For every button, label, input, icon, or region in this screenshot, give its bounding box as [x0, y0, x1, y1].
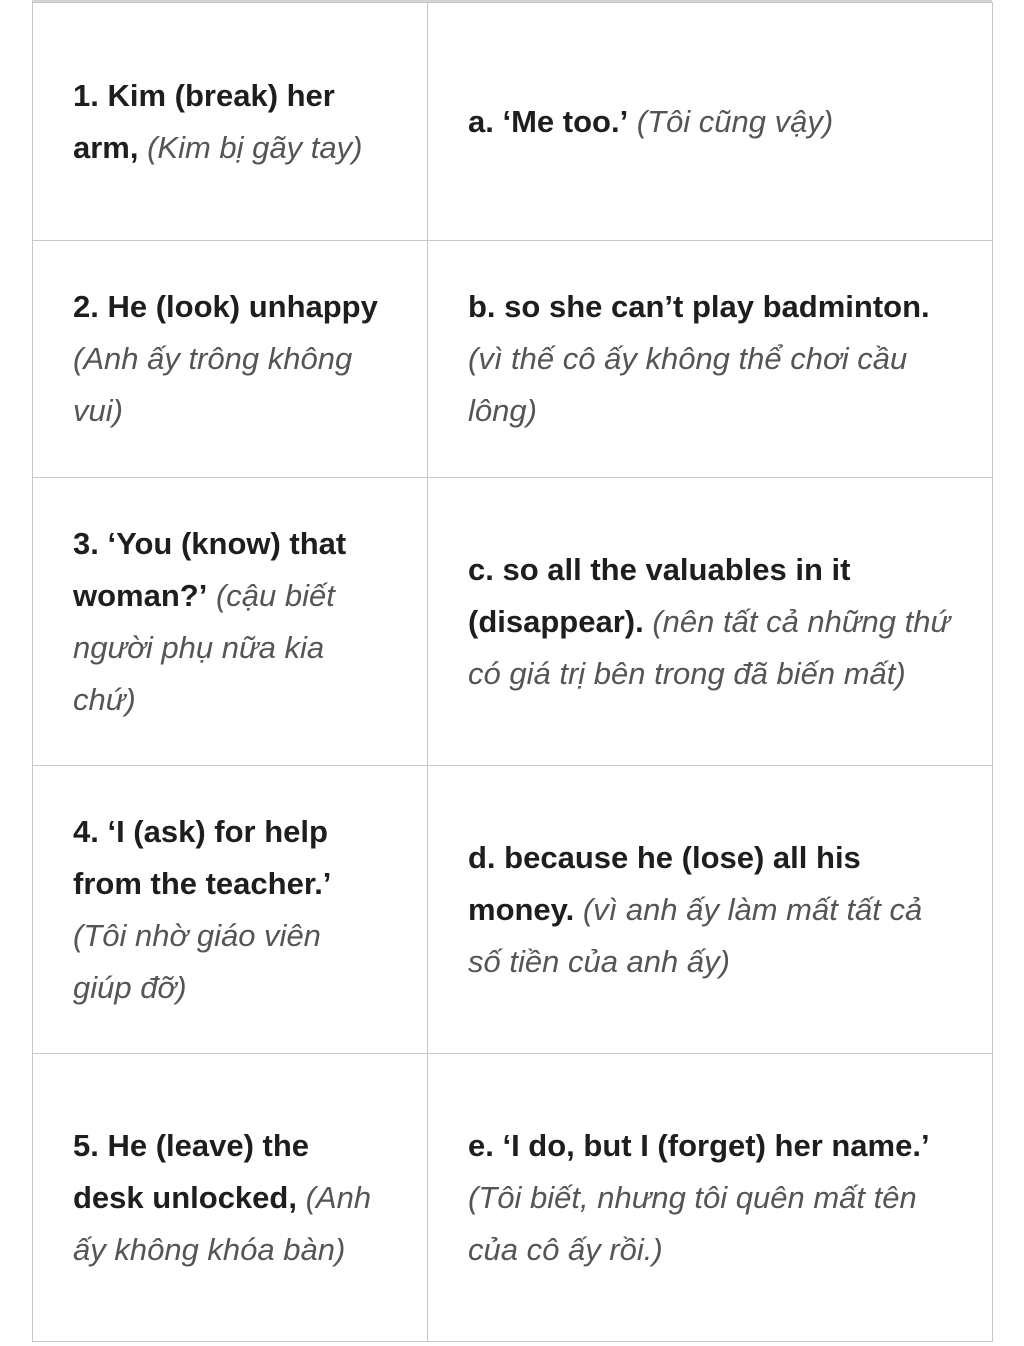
- sentence-start: 5. He (leave) the desk unlocked,: [73, 1127, 310, 1215]
- table-row: [33, 3, 993, 241]
- translation: (cậu biết người phụ nữa kia chứ): [73, 577, 335, 717]
- sentence-end: d. because he (lose) all his money.: [468, 839, 861, 927]
- sentence-start: 3. ‘You (know) that woman?’: [73, 525, 347, 613]
- translation: (Tôi cũng vậy): [628, 103, 834, 139]
- translation: (Anh ấy không khóa bàn): [73, 1179, 372, 1267]
- sentence-end: b. so she can’t play badminton.: [468, 289, 930, 324]
- translation: (Tôi nhờ giáo viên giúp đỡ): [73, 917, 321, 1005]
- translation: (nên tất cả những thứ có giá trị bên trong đã biến mất): [468, 603, 951, 691]
- right-cell: [428, 1054, 993, 1342]
- right-cell: [428, 478, 993, 766]
- sentence-start: 4. ‘I (ask) for help from the teacher.’: [73, 813, 332, 901]
- matching-table: [32, 2, 993, 1342]
- left-cell: [33, 1054, 428, 1342]
- left-cell: [33, 3, 428, 241]
- translation: (Tôi biết, nhưng tôi quên mất tên của cô ấy rồi.): [468, 1179, 917, 1267]
- right-cell: [428, 241, 993, 478]
- left-cell: [33, 766, 428, 1054]
- translation: (Kim bị gãy tay): [138, 129, 363, 165]
- translation: (vì anh ấy làm mất tất cả số tiền của anh ấy): [468, 891, 923, 979]
- table-row: [33, 766, 993, 1054]
- table-row: [33, 241, 993, 478]
- sentence-start: 1. Kim (break) her arm,: [73, 77, 335, 165]
- translation: (vì thế cô ấy không thể chơi cầu lông): [468, 341, 908, 428]
- sentence-end: a. ‘Me too.’: [468, 103, 629, 139]
- right-cell: [428, 3, 993, 241]
- left-cell: [33, 478, 428, 766]
- left-cell: [33, 241, 428, 478]
- matching-table-container: [32, 2, 992, 1342]
- translation: (Anh ấy trông không vui): [73, 341, 353, 428]
- table-row: [33, 1054, 993, 1342]
- sentence-start: 2. He (look) unhappy: [73, 289, 378, 324]
- table-row: [33, 478, 993, 766]
- sentence-end: c. so all the valuables in it (disappear).: [468, 551, 851, 639]
- right-cell: [428, 766, 993, 1054]
- sentence-end: e. ‘I do, but I (forget) her name.’: [468, 1127, 930, 1163]
